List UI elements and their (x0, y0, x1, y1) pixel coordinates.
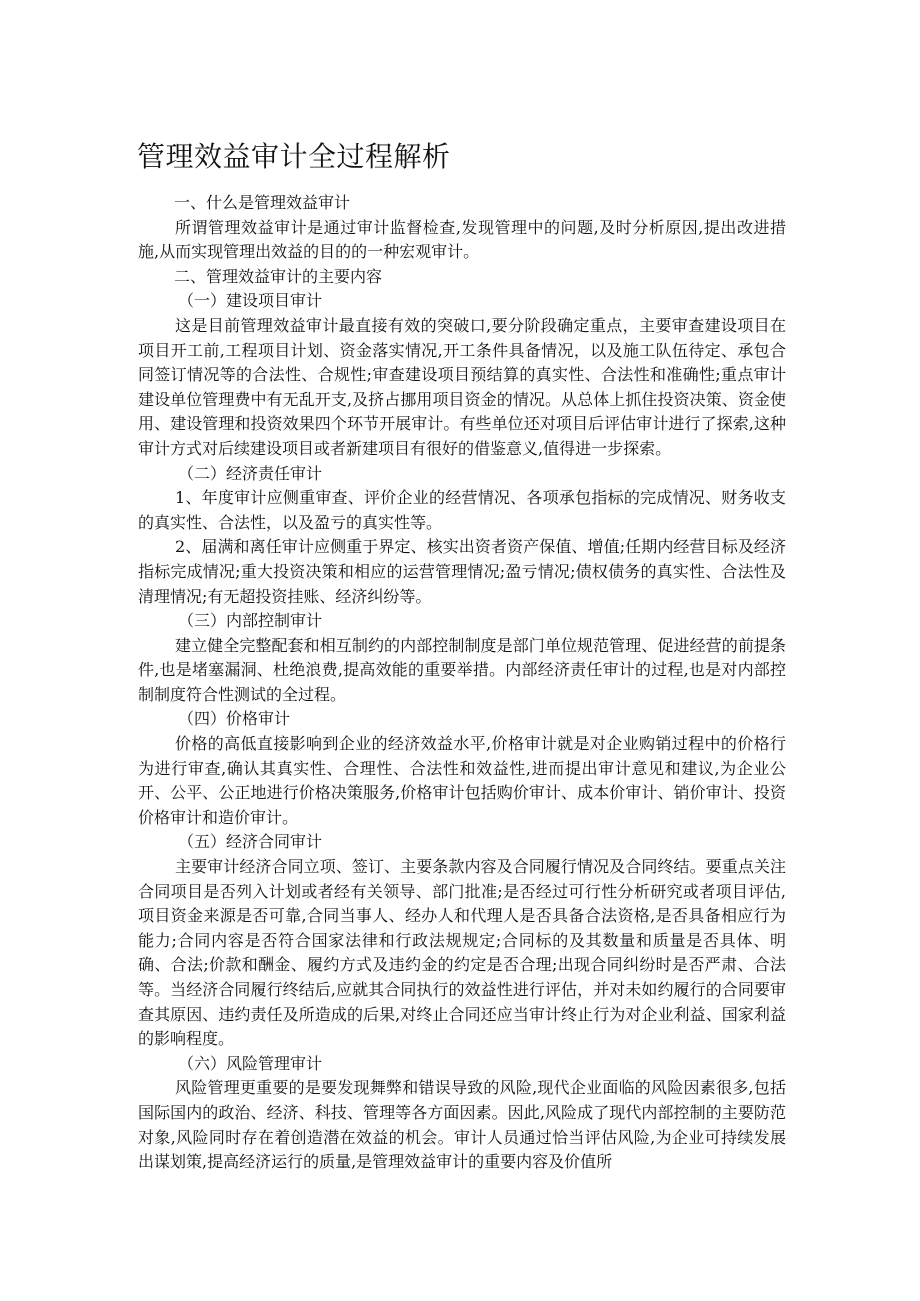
subsection-heading: （三）内部控制审计 (178, 611, 323, 631)
subsection-heading: （二）经济责任审计 (178, 463, 323, 483)
paragraph: 主要审计经济合同立项、签订、主要条款内容及合同履行情况及合同终结。要重点关注合同项目是否列入计划或者经有关领导、部门批准;是否经过可行性分析研究或者项目评估,项目资金来源是否可靠,合同当事人、经办人和代理人是否具备合法资格,是否具备相应行为能力;合同内容是否符合国家法律和行政法规规定;合同标的及其数量和质量是否具体、明确、合法;价款和酬金、履约方式及违约金的约定是否合理;出现合同纠纷时是否严肃、合法等。当经济合同履行终结后,应就其合同执行的效益性进行评估，并对未如约履行的合同要审查其原因、违约责任及所造成的后果,对终止合同还应当审计终止行为对企业利益、国家利益的影响程度。 (138, 857, 786, 1049)
subsection-heading: （四）价格审计 (178, 709, 291, 729)
document-body (138, 191, 786, 1175)
paragraph: 所谓管理效益审计是通过审计监督检查,发现管理中的问题,及时分析原因,提出改进措施,从而实现管理出效益的目的的一种宏观审计。 (138, 217, 786, 262)
paragraph: 这是目前管理效益审计最直接有效的突破口,要分阶段确定重点，主要审查建设项目在项目开工前,工程项目计划、资金落实情况,开工条件具备情况，以及施工队伍待定、承包合同签订情况等的合法性、合规性;审查建设项目预结算的真实性、合法性和准确性;重点审计建设单位管理费中有无乱开支,及挤占挪用项目资金的情况。从总体上抓住投资决策、资金使用、建设管理和投资效果四个环节开展审计。有些单位还对项目后评估审计进行了探索,这种审计方式对后续建设项目或者新建项目有很好的借鉴意义,值得进一步探索。 (138, 315, 786, 458)
subsection-heading: （五）经济合同审计 (178, 832, 323, 852)
subsection-heading: （一）建设项目审计 (178, 291, 323, 311)
subsection-heading: （六）风险管理审计 (178, 1053, 323, 1073)
paragraph: 建立健全完整配套和相互制约的内部控制制度是部门单位规范管理、促进经营的前提条件,也是堵塞漏洞、杜绝浪费,提高效能的重要举措。内部经济责任审计的过程,也是对内部控制制度符合性测试的全过程。 (138, 635, 786, 704)
paragraph: 风险管理更重要的是要发现舞弊和错误导致的风险,现代企业面临的风险因素很多,包括国际国内的政治、经济、科技、管理等各方面因素。因此,风险成了现代内部控制的主要防范对象,风险同时存在着创造潜在效益的机会。审计人员通过恰当评估风险,为企业可持续发展出谋划策,提高经济运行的质量,是管理效益审计的重要内容及价值所 (138, 1078, 786, 1172)
paragraph: 2、届满和离任审计应侧重于界定、核实出资者资产保值、增值;任期内经营目标及经济指标完成情况;重大投资决策和相应的运营管理情况;盈亏情况;债权债务的真实性、合法性及清理情况;有无超投资挂账、经济纠纷等。 (138, 537, 786, 606)
section-heading: 一、什么是管理效益审计 (174, 193, 351, 212)
paragraph: 价格的高低直接影响到企业的经济效益水平,价格审计就是对企业购销过程中的价格行为进行审查,确认其真实性、合理性、合法性和效益性,进而提出审计意见和建议,为企业公开、公平、公正地进行价格决策服务,价格审计包括购价审计、成本价审计、销价审计、投资价格审计和造价审计。 (138, 734, 786, 827)
paragraph: 1、年度审计应侧重审查、评价企业的经营情况、各项承包指标的完成情况、财务收支的真实性、合法性，以及盈亏的真实性等。 (138, 488, 786, 532)
document-title: 管理效益审计全过程解析 (137, 140, 451, 173)
section-heading: 二、管理效益审计的主要内容 (174, 266, 383, 286)
